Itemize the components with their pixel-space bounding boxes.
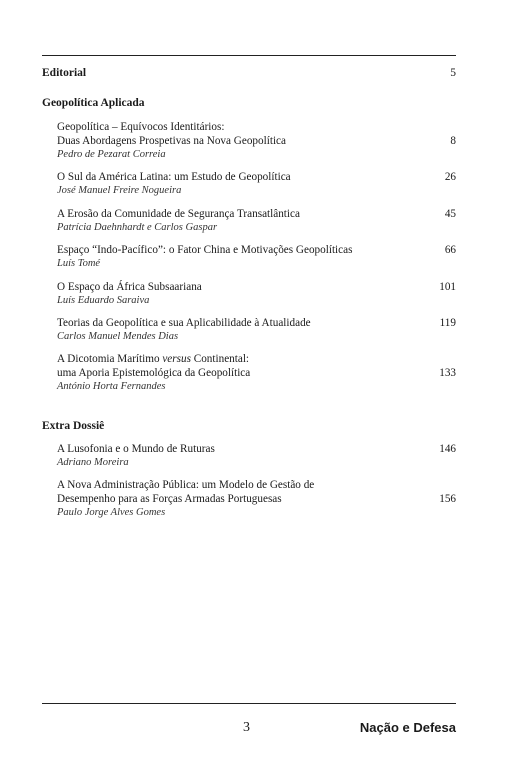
entry-title-italic: versus — [162, 353, 191, 365]
toc-entry[interactable] — [57, 352, 456, 394]
entry-page: 133 — [439, 367, 456, 379]
toc-entry[interactable] — [57, 120, 456, 162]
entry-title-part: A Dicotomia Marítimo — [57, 353, 163, 365]
toc-entry[interactable] — [57, 243, 456, 271]
entry-author: Pedro de Pezarat Correia — [57, 149, 166, 160]
entry-title: Espaço “Indo-Pacífico”: o Fator China e Motivações Geopolíticas — [57, 244, 353, 256]
entry-author: Luís Tomé — [57, 258, 101, 269]
entry-author: Carlos Manuel Mendes Dias — [57, 331, 179, 342]
entry-title-line2: uma Aporia Epistemológica da Geopolítica — [57, 367, 251, 379]
entry-page: 146 — [439, 443, 456, 455]
entry-title-line2: Desempenho para as Forças Armadas Portuguesas — [57, 493, 282, 505]
entry-page: 101 — [439, 281, 456, 293]
bottom-rule — [42, 703, 456, 704]
entry-author: Paulo Jorge Alves Gomes — [57, 507, 166, 518]
toc-entry[interactable] — [57, 207, 456, 235]
top-rule — [42, 55, 456, 56]
entry-title: Geopolítica – Equívocos Identitários: — [57, 121, 225, 133]
section-editorial[interactable] — [42, 67, 456, 79]
entry-title: A Erosão da Comunidade de Segurança Transatlântica — [57, 208, 300, 220]
page-number: 5 — [450, 67, 456, 79]
entry-title: A Lusofonia e o Mundo de Ruturas — [57, 443, 215, 455]
section-editorial-label: Editorial — [42, 67, 87, 79]
entry-title: A Nova Administração Pública: um Modelo de Gestão de — [57, 479, 315, 491]
toc-entry[interactable] — [57, 478, 456, 520]
toc-entry[interactable] — [57, 280, 456, 308]
section-extra-heading: Extra Dossiê — [42, 420, 105, 432]
entry-title: Teorias da Geopolítica e sua Aplicabilidade à Atualidade — [57, 317, 311, 329]
entry-author: José Manuel Freire Nogueira — [57, 185, 182, 196]
entry-page: 26 — [444, 171, 456, 183]
entry-page: 45 — [444, 208, 456, 220]
entry-page: 66 — [444, 244, 456, 256]
footer-journal-title: Nação e Defesa — [359, 720, 456, 735]
entry-author: Luís Eduardo Saraiva — [57, 295, 150, 306]
toc-entry[interactable] — [57, 170, 456, 198]
entry-page: 156 — [439, 493, 456, 505]
entry-title-line2: Duas Abordagens Prospetivas na Nova Geopolítica — [57, 135, 286, 147]
toc-entry[interactable] — [57, 442, 456, 470]
entry-title: O Espaço da África Subsaariana — [57, 281, 202, 293]
entry-page: 119 — [439, 317, 456, 329]
entry-title — [57, 352, 456, 366]
section-geopolitica-heading: Geopolítica Aplicada — [42, 97, 145, 109]
entry-author: Adriano Moreira — [57, 457, 129, 468]
entry-author: Patrícia Daehnhardt e Carlos Gaspar — [57, 222, 218, 233]
footer-page-number: 3 — [243, 720, 250, 735]
entry-page: 8 — [450, 135, 456, 147]
entry-author: António Horta Fernandes — [57, 381, 166, 392]
entry-title: O Sul da América Latina: um Estudo de Geopolítica — [57, 171, 291, 183]
entry-title-part: Continental: — [190, 353, 250, 365]
toc-entry[interactable] — [57, 316, 456, 344]
